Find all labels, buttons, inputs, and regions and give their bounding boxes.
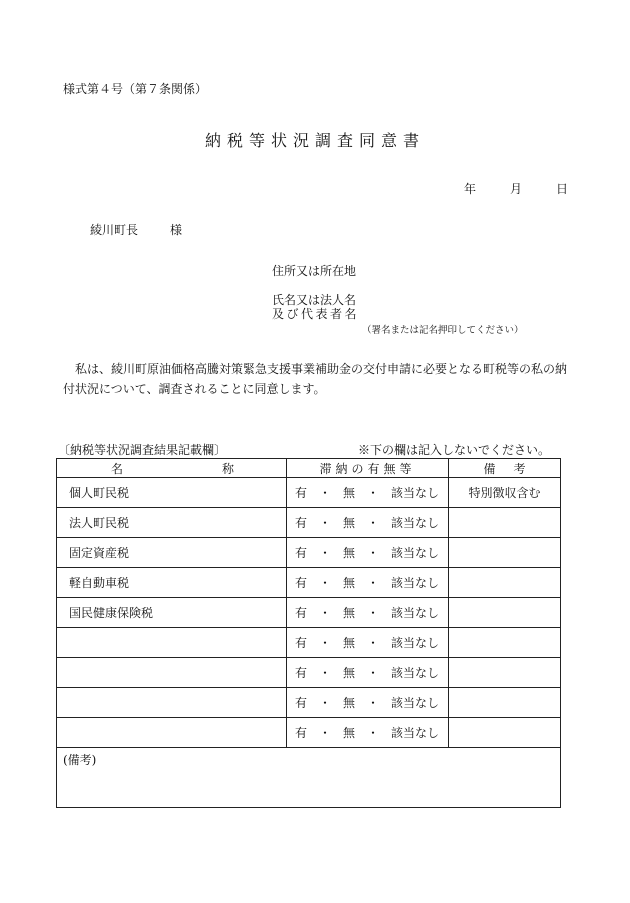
status-separator: ・	[319, 576, 332, 590]
header-status: 滞納の有無等	[287, 459, 449, 477]
form-number: 様式第４号（第７条関係）	[63, 82, 208, 96]
status-no: 無	[343, 726, 356, 740]
address-label: 住所又は所在地	[272, 264, 357, 278]
status-no: 無	[343, 546, 356, 560]
status-not-applicable: 該当なし	[391, 516, 440, 530]
tax-name-cell	[57, 718, 287, 747]
date-line	[430, 180, 568, 197]
tax-name-cell: 法人町民税	[57, 508, 287, 537]
status-not-applicable: 該当なし	[391, 726, 440, 740]
table-header-row	[57, 459, 560, 478]
remarks-cell	[449, 568, 560, 597]
status-yes: 有	[295, 636, 308, 650]
table-row	[57, 598, 560, 628]
tax-name-cell: 国民健康保険税	[57, 598, 287, 627]
status-separator: ・	[319, 666, 332, 680]
table-row	[57, 628, 560, 658]
remarks-cell	[449, 658, 560, 687]
status-cell	[287, 478, 449, 507]
remarks-area	[57, 748, 560, 807]
tax-name-cell	[57, 658, 287, 687]
remarks-cell	[449, 508, 560, 537]
status-yes: 有	[295, 546, 308, 560]
header-name-b: 称	[221, 461, 234, 476]
status-not-applicable: 該当なし	[391, 576, 440, 590]
addressee	[90, 221, 182, 238]
tax-name-cell: 固定資産税	[57, 538, 287, 567]
status-separator: ・	[367, 726, 380, 740]
addressee-name: 綾川町長	[90, 223, 139, 237]
status-no: 無	[343, 516, 356, 530]
status-cell	[287, 628, 449, 657]
table-row	[57, 568, 560, 598]
status-not-applicable: 該当なし	[391, 636, 440, 650]
status-separator: ・	[367, 696, 380, 710]
date-month: 月	[509, 182, 522, 196]
status-not-applicable: 該当なし	[391, 696, 440, 710]
status-no: 無	[343, 576, 356, 590]
name-label-line-2: 及び代表者名	[272, 307, 360, 321]
table-caption: 〔納税等状況調査結果記載欄〕	[58, 443, 227, 457]
status-separator: ・	[367, 516, 380, 530]
status-cell	[287, 658, 449, 687]
table-note: ※下の欄は記入しないでください。	[358, 443, 551, 457]
table-row	[57, 658, 560, 688]
table-row	[57, 538, 560, 568]
status-separator: ・	[319, 636, 332, 650]
table-row	[57, 478, 560, 508]
tax-name-cell	[57, 628, 287, 657]
status-separator: ・	[319, 606, 332, 620]
remarks-cell: 特別徴収含む	[468, 486, 541, 500]
date-day: 日	[555, 182, 568, 196]
status-separator: ・	[319, 546, 332, 560]
status-not-applicable: 該当なし	[391, 546, 440, 560]
remarks-cell	[449, 628, 560, 657]
header-name-a: 名	[111, 461, 124, 476]
status-separator: ・	[367, 636, 380, 650]
status-no: 無	[343, 666, 356, 680]
status-separator: ・	[319, 486, 332, 500]
tax-name-cell: 軽自動車税	[57, 568, 287, 597]
status-yes: 有	[295, 486, 308, 500]
status-separator: ・	[319, 696, 332, 710]
status-cell	[287, 598, 449, 627]
status-no: 無	[343, 606, 356, 620]
status-separator: ・	[367, 666, 380, 680]
remarks-cell	[449, 688, 560, 717]
status-separator: ・	[319, 726, 332, 740]
table-row	[57, 718, 560, 748]
date-year: 年	[463, 182, 476, 196]
document-title: 納税等状況調査同意書	[204, 131, 425, 150]
status-no: 無	[343, 696, 356, 710]
status-separator: ・	[367, 546, 380, 560]
table-row	[57, 508, 560, 538]
header-remarks: 備考	[483, 461, 544, 476]
name-label-line-1: 氏名又は法人名	[272, 293, 357, 307]
status-separator: ・	[367, 576, 380, 590]
status-yes: 有	[295, 576, 308, 590]
table-row	[57, 688, 560, 718]
status-no: 無	[343, 486, 356, 500]
status-no: 無	[343, 636, 356, 650]
status-cell	[287, 538, 449, 567]
status-cell	[287, 568, 449, 597]
tax-name-cell	[57, 688, 287, 717]
status-yes: 有	[295, 666, 308, 680]
signature-note: （署名または記名押印してください）	[362, 325, 524, 336]
status-cell	[287, 508, 449, 537]
remarks-cell	[449, 598, 560, 627]
remarks-cell	[449, 538, 560, 567]
tax-status-table	[56, 458, 561, 808]
status-yes: 有	[295, 696, 308, 710]
status-separator: ・	[367, 606, 380, 620]
status-cell	[287, 688, 449, 717]
status-not-applicable: 該当なし	[391, 666, 440, 680]
addressee-honorific: 様	[170, 223, 183, 237]
remarks-label: (備考)	[63, 753, 97, 767]
status-not-applicable: 該当なし	[391, 486, 440, 500]
status-cell	[287, 718, 449, 747]
status-separator: ・	[367, 486, 380, 500]
status-yes: 有	[295, 606, 308, 620]
status-separator: ・	[319, 516, 332, 530]
remarks-cell	[449, 718, 560, 747]
header-name	[57, 459, 287, 477]
status-yes: 有	[295, 726, 308, 740]
status-not-applicable: 該当なし	[391, 606, 440, 620]
consent-text: 私は、綾川町原油価格高騰対策緊急支援事業補助金の交付申請に必要となる町税等の私の納付状況について、調査されることに同意します。	[63, 362, 568, 396]
status-yes: 有	[295, 516, 308, 530]
tax-name-cell: 個人町民税	[57, 478, 287, 507]
